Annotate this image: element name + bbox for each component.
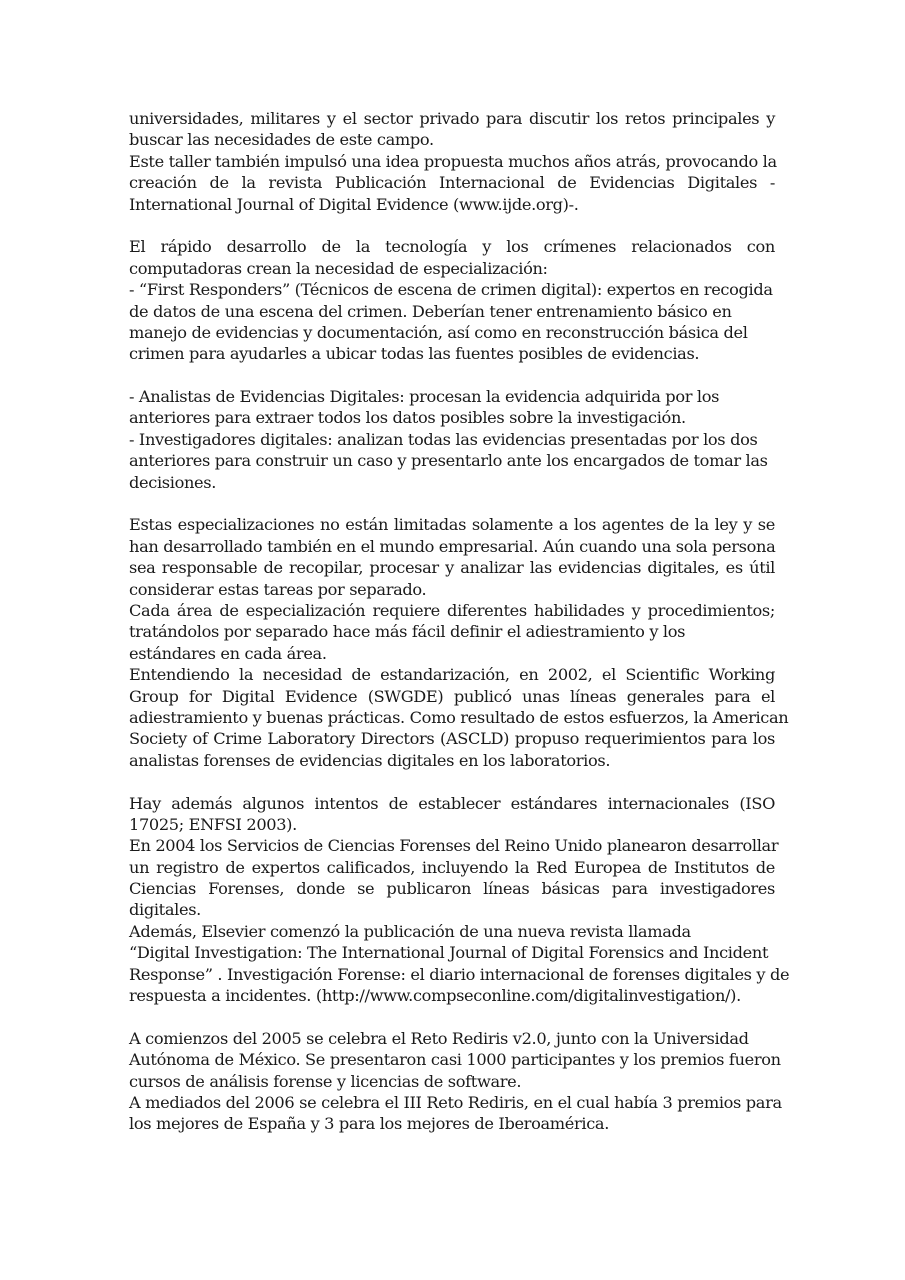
text-line: Autónoma de México. Se presentaron casi 1000 participantes y los premios fueron [129,1050,781,1070]
text-line: buscar las necesidades de este campo. [129,130,434,150]
text-line: han desarrollado también en el mundo empresarial. Aún cuando una sola persona [129,536,776,556]
text-line: 17025; ENFSI 2003). [129,814,297,834]
text-line: anteriores para extraer todos los datos posibles sobre la investigación. [129,408,686,428]
text-line: International Journal of Digital Evidence (www.ijde.org)-. [129,194,579,214]
blank-line [129,365,775,386]
text-line: - Investigadores digitales: analizan todas las evidencias presentadas por los dos [129,429,758,449]
text-line: En 2004 los Servicios de Ciencias Forenses del Reino Unido planearon desarrollar [129,836,779,856]
text-line: manejo de evidencias y documentación, así como en reconstrucción básica del [129,322,748,342]
text-line: - Analistas de Evidencias Digitales: procesan la evidencia adquirida por los [129,387,720,407]
text-line: un registro de expertos calificados, incluyendo la Red Europea de Institutos de [129,857,775,877]
text-line: decisiones. [129,472,217,492]
blank-line [129,771,775,792]
text-line: Hay además algunos intentos de establecer estándares internacionales (ISO [129,793,775,813]
blank-line [129,215,775,236]
text-line: analistas forenses de evidencias digitales en los laboratorios. [129,750,611,770]
text-line: creación de la revista Publicación Internacional de Evidencias Digitales - [129,173,775,193]
text-line: los mejores de España y 3 para los mejores de Iberoamérica. [129,1114,610,1134]
text-line: anteriores para construir un caso y presentarlo ante los encargados de tomar las [129,451,768,471]
text-line: “Digital Investigation: The International Journal of Digital Forensics and Incident [129,943,769,963]
text-line: estándares en cada área. [129,643,327,663]
text-line: de datos de una escena del crimen. Deberían tener entrenamiento básico en [129,301,732,321]
text-line: cursos de análisis forense y licencias de software. [129,1071,522,1091]
text-line: digitales. [129,900,201,920]
text-line: computadoras crean la necesidad de especialización: [129,258,548,278]
text-line: - “First Responders” (Técnicos de escena de crimen digital): expertos en recogida [129,280,773,300]
text-line: Group for Digital Evidence (SWGDE) publicó unas líneas generales para el [129,686,775,706]
text-line: A mediados del 2006 se celebra el III Reto Rediris, en el cual había 3 premios para [129,1092,782,1112]
text-line: A comienzos del 2005 se celebra el Reto Rediris v2.0, junto con la Universidad [129,1028,749,1048]
text-line: El rápido desarrollo de la tecnología y los crímenes relacionados con [129,237,775,257]
text-line: tratándolos por separado hace más fácil definir el adiestramiento y los [129,622,686,642]
text-line: considerar estas tareas por separado. [129,579,427,599]
blank-line [129,1006,775,1027]
text-line: Entendiendo la necesidad de estandarización, en 2002, el Scientific Working [129,665,775,685]
text-line: respuesta a incidentes. (http://www.compseconline.com/digitalinvestigation/). [129,986,741,1006]
text-line: Este taller también impulsó una idea propuesta muchos años atrás, provocando la [129,151,777,171]
text-line: Response” . Investigación Forense: el diario internacional de forenses digitales y de [129,964,790,984]
text-line: Ciencias Forenses, donde se publicaron líneas básicas para investigadores [129,879,775,899]
text-line: universidades, militares y el sector privado para discutir los retos principales y [129,109,775,128]
text-line: Cada área de especialización requiere diferentes habilidades y procedimientos; [129,600,775,620]
text-line: Estas especializaciones no están limitadas solamente a los agentes de la ley y se [129,515,775,535]
text-line: sea responsable de recopilar, procesar y analizar las evidencias digitales, es útil [129,558,775,578]
document-body [129,108,790,1135]
text-line: adiestramiento y buenas prácticas. Como resultado de estos esfuerzos, la American [129,707,789,727]
text-line: Society of Crime Laboratory Directors (ASCLD) propuso requerimientos para los [129,729,775,749]
blank-line [129,493,775,514]
text-line: crimen para ayudarles a ubicar todas las fuentes posibles de evidencias. [129,344,700,364]
text-line: Además, Elsevier comenzó la publicación de una nueva revista llamada [129,921,691,941]
